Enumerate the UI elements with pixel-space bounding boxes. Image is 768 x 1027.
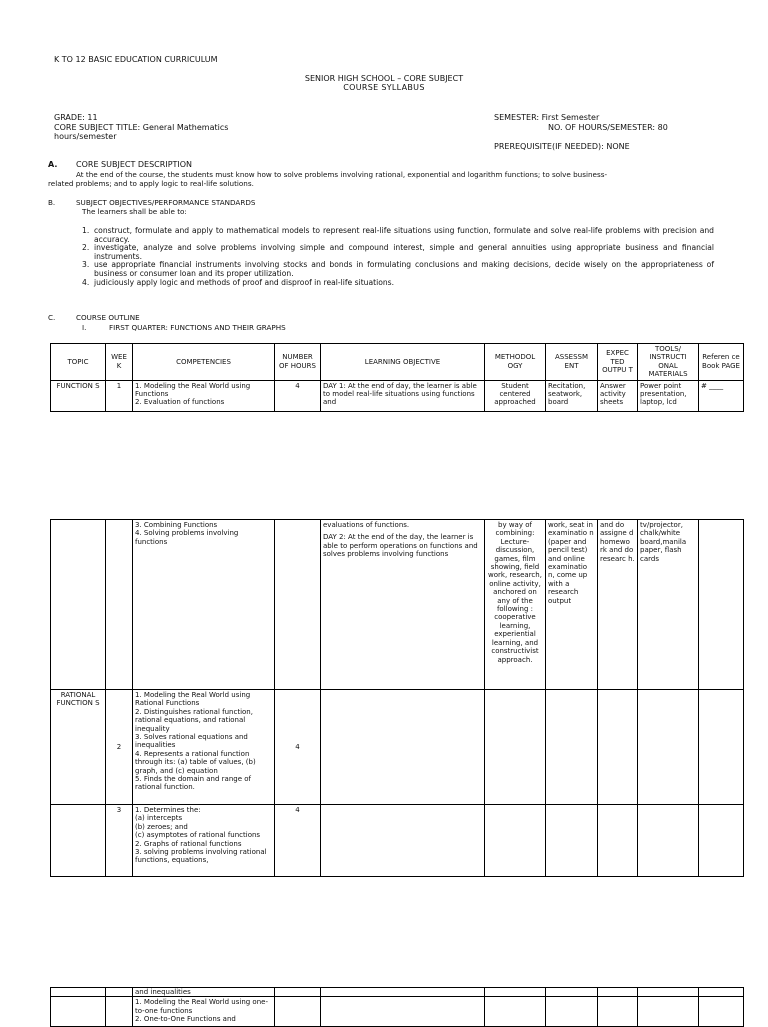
objective-text-a: evaluations of functions. [323,521,410,529]
quarter-number: I. [82,323,87,332]
output-cell: Answer activity sheets [598,380,638,411]
subject-title-cont: hours/semester [54,132,117,141]
objective-item [82,261,714,278]
tools-cell [638,805,699,877]
table-row [51,520,744,690]
output-cell: and do assigne d homewo rk and do researc h. [598,520,638,690]
objective-text: investigate, analyze and solve problems involving simple and compound interest, simple and general annuities using appropriate business and financial instruments. [94,243,714,261]
assessment-cell [546,690,598,805]
topic-cell [51,805,106,877]
reference-cell [699,997,744,1027]
course-outline-table-cont [50,519,744,877]
header-topic: TOPIC [51,344,106,381]
topic-cell: FUNCTION S [51,380,106,411]
objective-item [82,279,714,288]
tools-cell [638,690,699,805]
semester-label: SEMESTER: First Semester [494,113,600,122]
competencies-cell: 1. Determines the: (a) intercepts (b) zeroes; and (c) asymptotes of rational functions 2. Graphs of rational functions 3. solving problems involving rational functions, equations, [133,805,275,877]
table-row [51,690,744,805]
objective-number: 1. [82,226,90,235]
reference-cell [699,520,744,690]
topic-cell: RATIONAL FUNCTION S [51,690,106,805]
header-output: EXPEC TED OUTPU T [598,344,638,381]
assessment-cell: Recitation, seatwork, board [546,380,598,411]
table-row [51,805,744,877]
objective-cell: DAY 1: At the end of day, the learner is able to model real-life situations using functions and [321,380,485,411]
tools-cell: tv/projector, chalk/white board,manila paper, flash cards [638,520,699,690]
hours-cell: 4 [275,690,321,805]
objective-text: use appropriate financial instruments involving stocks and bonds in formulating conclusions and making decisions, decide wisely on the appropriateness of business or consumer loan and its proper utilization. [94,260,714,278]
topic-cell [51,988,106,997]
objective-cell [321,520,485,690]
header-methodology: METHODOL OGY [485,344,546,381]
prerequisite-label: PREREQUISITE(IF NEEDED): NONE [494,142,630,151]
header-objective: LEARNING OBJECTIVE [321,344,485,381]
curriculum-header: K TO 12 BASIC EDUCATION CURRICULUM [54,55,218,64]
section-b-intro: The learners shall be able to: [82,207,187,216]
hours-cell: 4 [275,380,321,411]
table-header-row [51,344,744,381]
assessment-cell: work, seat in examinatio n (paper and pencil test) and online examinatio n, come up with a research output [546,520,598,690]
hours-label: NO. OF HOURS/SEMESTER: 80 [548,123,668,132]
tools-cell [638,997,699,1027]
competencies-cell: 1. Modeling the Real World using one-to-one functions 2. One-to-One Functions and [133,997,275,1027]
grade-label: GRADE: 11 [54,113,98,122]
hours-cell: 4 [275,805,321,877]
hours-cell [275,988,321,997]
objective-cell [321,997,485,1027]
reference-cell: # ____ [699,380,744,411]
week-cell: 3 [106,805,133,877]
week-cell [106,520,133,690]
reference-cell [699,805,744,877]
methodology-cell: Student centered approached [485,380,546,411]
tools-cell: Power point presentation, laptop, lcd [638,380,699,411]
section-b-letter: B. [48,198,56,207]
section-a-line1: At the end of the course, the students must know how to solve problems involving rational, exponential and logarithm functions; to solve business- [76,170,608,179]
objective-item [82,244,714,261]
header-assessment: ASSESSM ENT [546,344,598,381]
table-row [51,380,744,411]
header-tools: TOOLS/ INSTRUCTI ONAL MATERIALS [638,344,699,381]
section-a-heading: CORE SUBJECT DESCRIPTION [76,160,193,169]
header-week: WEE K [106,344,133,381]
methodology-cell [485,690,546,805]
week-cell [106,988,133,997]
syllabus-header: COURSE SYLLABUS [343,83,425,92]
objective-number: 4. [82,277,90,287]
objective-item [82,227,714,244]
methodology-cell [485,997,546,1027]
output-cell [598,690,638,805]
tools-cell [638,988,699,997]
objective-text: judiciously apply logic and methods of proof and disproof in real-life situations. [94,277,395,287]
output-cell [598,997,638,1027]
methodology-cell [485,988,546,997]
objective-text-b: DAY 2: At the end of the day, the learner is able to perform operations on functions and solves problems involving functions [323,533,478,559]
reference-cell [699,690,744,805]
competencies-cell: 1. Modeling the Real World using Functions 2. Evaluation of functions [133,380,275,411]
competencies-cell: 1. Modeling the Real World using Rational Functions 2. Distinguishes rational function, rational equations, and rational inequality 3. Solves rational equations and inequalities 4. Represents a rational function through its: (a) table of values, (b) graph, and (c) equation 5. Finds the domain and range of rational function. [133,690,275,805]
objective-cell [321,988,485,997]
assessment-cell [546,805,598,877]
header-hours: NUMBER OF HOURS [275,344,321,381]
topic-cell [51,520,106,690]
assessment-cell [546,988,598,997]
methodology-cell [485,805,546,877]
objective-number: 2. [82,243,90,253]
course-outline-table [50,343,744,412]
hours-cell [275,520,321,690]
reference-cell [699,988,744,997]
objective-text: construct, formulate and apply to mathematical models to represent real-life situations using function, formulate and solve real-life problems with precision and accuracy. [94,226,714,244]
section-a-letter: A. [48,160,58,169]
objectives-list [82,227,714,287]
table-row [51,988,744,997]
section-c-letter: C. [48,313,56,322]
output-cell [598,805,638,877]
week-cell: 1 [106,380,133,411]
methodology-cell: by way of combining: Lecture-discussion, games, film showing, field work, research, online activity, anchored on any of the following : cooperative learning, experiential learning, and constructivist approach. [485,520,546,690]
header-competencies: COMPETENCIES [133,344,275,381]
quarter-title: FIRST QUARTER: FUNCTIONS AND THEIR GRAPHS [109,323,286,332]
week-cell: 2 [106,690,133,805]
school-header: SENIOR HIGH SCHOOL – CORE SUBJECT [304,74,464,83]
subject-title: CORE SUBJECT TITLE: General Mathematics [54,123,229,132]
assessment-cell [546,997,598,1027]
section-b-heading: SUBJECT OBJECTIVES/PERFORMANCE STANDARDS [76,198,256,207]
objective-cell [321,690,485,805]
topic-cell [51,997,106,1027]
output-cell [598,988,638,997]
table-row [51,997,744,1027]
week-cell [106,997,133,1027]
section-a-line2: related problems; and to apply logic to real-life solutions. [48,179,254,188]
objective-cell [321,805,485,877]
header-reference: Referen ce Book PAGE [699,344,744,381]
section-c-heading: COURSE OUTLINE [76,313,140,322]
competencies-cell: and inequalities [133,988,275,997]
course-outline-table-cont2 [50,987,744,1027]
competencies-cell: 3. Combining Functions 4. Solving problems involving functions [133,520,275,690]
hours-cell [275,997,321,1027]
objective-number: 3. [82,260,90,270]
